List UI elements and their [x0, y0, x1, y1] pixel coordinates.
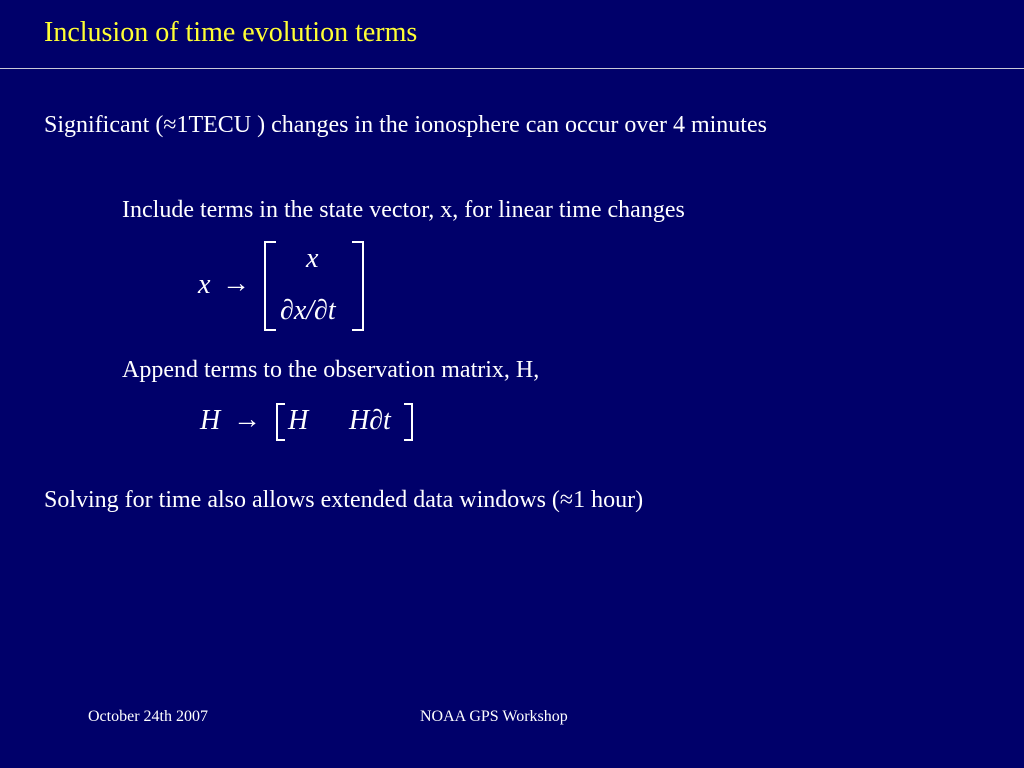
state-vector-top: x: [306, 243, 319, 274]
bullet-extended-windows: Solving for time also allows extended data windows (≈1 hour): [44, 487, 644, 513]
bullet-include-terms: Include terms in the state vector, x, for linear time changes: [122, 197, 685, 223]
slide-title: Inclusion of time evolution terms: [44, 17, 418, 48]
bullet-significant-changes: Significant (≈1TECU ) changes in the ionosphere can occur over 4 minutes: [44, 112, 767, 138]
state-vector-bottom: ∂x/∂t: [280, 295, 336, 326]
observation-matrix-lhs: H: [200, 405, 221, 436]
footer-date: October 24th 2007: [88, 708, 208, 725]
observation-matrix-right-bracket: [404, 403, 413, 441]
state-vector-right-bracket: [352, 241, 364, 331]
state-vector-arrow: →: [222, 268, 250, 299]
bullet-append-terms: Append terms to the observation matrix, H,: [122, 357, 540, 383]
state-vector-left-bracket: [264, 241, 276, 331]
observation-matrix-arrow: →: [233, 404, 261, 435]
observation-matrix-col2: H∂t: [349, 405, 391, 436]
footer-event: NOAA GPS Workshop: [420, 708, 568, 725]
state-vector-lhs: x: [198, 269, 211, 300]
observation-matrix-left-bracket: [276, 403, 285, 441]
title-divider: [0, 68, 1024, 69]
observation-matrix-col1: H: [288, 405, 309, 436]
